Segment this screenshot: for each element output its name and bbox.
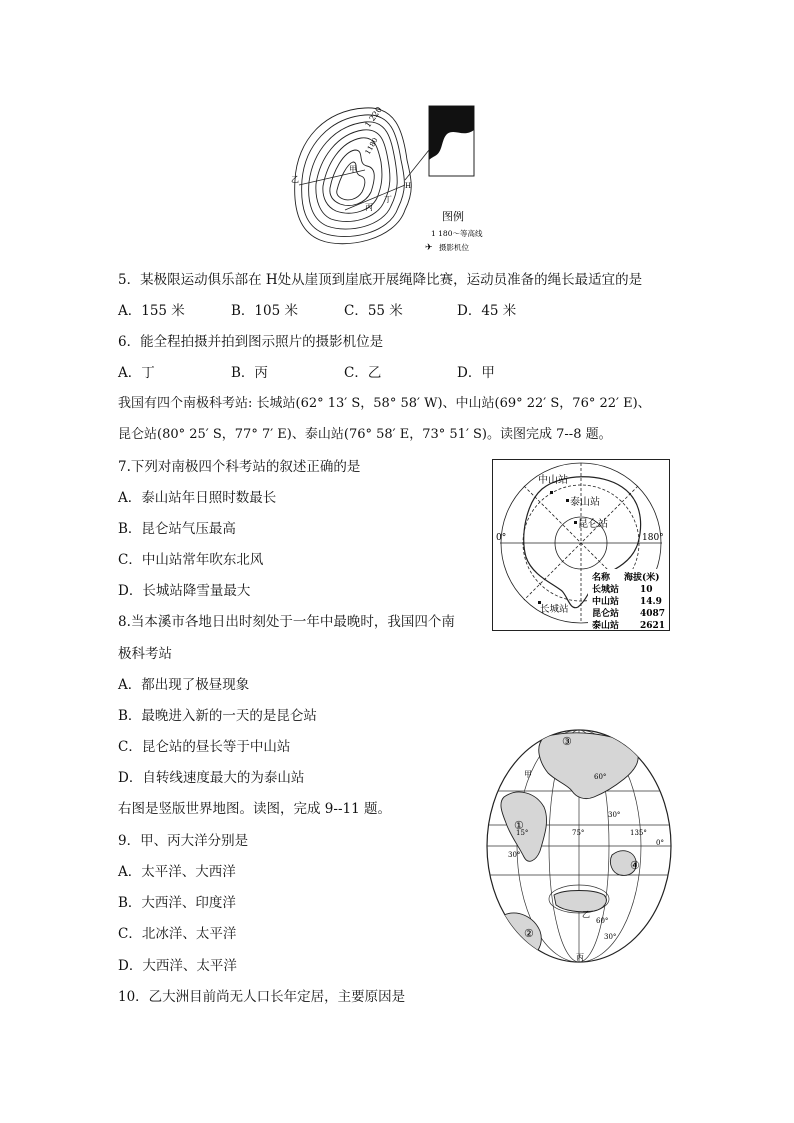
view-line <box>345 185 405 210</box>
position-ding-label: 丁 <box>384 195 392 204</box>
changcheng-label: 长城站 <box>540 604 569 615</box>
kunlun-label: 昆仑站 <box>578 519 608 530</box>
q5-option-b[interactable]: B．105 米 <box>231 303 298 319</box>
circled-1-label: ① <box>514 819 524 832</box>
lat-60-label-b: 60° <box>596 917 609 925</box>
zhongshan-label: 中山站 <box>538 475 568 486</box>
intro-9-11: 右图是竖版世界地图。读图，完成 9--11 题。 <box>118 801 391 817</box>
table-cell: 4087 <box>640 609 666 619</box>
position-bing-label: 丙 <box>365 203 373 212</box>
q9-option-d[interactable]: D．大西洋、太平洋 <box>118 958 237 974</box>
lat-30-label-c: 30° <box>604 933 617 941</box>
lon-135-label: 135° <box>630 829 647 837</box>
circled-2-label: ② <box>524 927 534 940</box>
table-cell: 泰山站 <box>592 621 620 631</box>
q10-stem: 10．乙大洲目前尚无人口长年定居，主要原因是 <box>118 989 406 1005</box>
legend-contour-item: 1 180～等高线 <box>431 229 483 238</box>
lon-0-label: 0° <box>656 839 664 847</box>
lat-60-label-a: 60° <box>594 773 607 781</box>
antarctica-map-figure <box>492 459 670 631</box>
q8-option-d[interactable]: D．自转线速度最大的为泰山站 <box>118 770 305 786</box>
ocean-bing-label: 丙 <box>576 953 584 962</box>
table-cell: 2621 <box>640 621 666 631</box>
contour-map-figure <box>285 100 485 260</box>
q6-option-c[interactable]: C．乙 <box>344 365 382 381</box>
lon-15-label: 15° <box>516 829 529 837</box>
contour-label-1220: 1 220 <box>363 105 384 130</box>
q8-option-a[interactable]: A．都出现了极昼现象 <box>118 677 250 693</box>
antarctica-map-svg <box>492 459 670 631</box>
q5-options <box>118 302 516 320</box>
q5-option-c[interactable]: C．55 米 <box>344 303 403 319</box>
taishan-marker <box>566 499 569 502</box>
q5-option-d[interactable]: D．45 米 <box>457 303 517 319</box>
q6-option-d[interactable]: D．甲 <box>457 365 495 381</box>
world-map-figure <box>484 727 674 965</box>
circled-3-label: ③ <box>562 735 572 748</box>
table-cell: 长城站 <box>592 585 620 595</box>
zhongshan-marker <box>550 491 553 494</box>
q5-option-a[interactable]: A．155 米 <box>118 303 185 319</box>
legend-camera-item: 摄影机位 <box>439 243 469 252</box>
ocean-jia-label: 甲 <box>524 770 532 779</box>
photo-callout-line <box>405 150 429 180</box>
q8-stem-line2: 极科考站 <box>118 646 172 662</box>
q9-option-c[interactable]: C．北冰洋、太平洋 <box>118 926 237 942</box>
q9-option-a[interactable]: A．太平洋、大西洋 <box>118 864 236 880</box>
legend-title: 图例 <box>442 210 464 223</box>
changcheng-marker <box>538 601 541 604</box>
contour-line <box>316 130 390 222</box>
q7-option-d[interactable]: D．长城站降雪量最大 <box>118 583 251 599</box>
table-cell: 10 <box>640 585 653 595</box>
q7-option-c[interactable]: C．中山站常年吹东北风 <box>118 552 264 568</box>
contour-map-svg <box>285 100 485 260</box>
world-map-svg <box>484 727 674 965</box>
camera-icon: ✈ <box>425 243 433 253</box>
continent-antarctica-strip <box>554 891 606 912</box>
lon-75-label: 75° <box>572 829 585 837</box>
q8-option-b[interactable]: B．最晚进入新的一天的是昆仑站 <box>118 708 317 724</box>
position-h-label: H <box>405 182 412 190</box>
q6-option-a[interactable]: A．丁 <box>118 365 155 381</box>
table-cell: 14.9 <box>640 597 662 607</box>
lat-30-label-b: 30° <box>508 851 521 859</box>
contour-line <box>330 150 374 206</box>
q6-option-b[interactable]: B．丙 <box>231 365 268 381</box>
position-jia-label: 甲 <box>349 165 357 174</box>
q5-stem: 5．某极限运动俱乐部在 H处从崖顶到崖底开展绳降比赛，运动员准备的绳长最适宜的是 <box>118 272 643 288</box>
lon-0-label: 0° <box>496 533 507 543</box>
table-cell: 昆仑站 <box>592 609 620 619</box>
intro-7-8-line1: 我国有四个南极科考站: 长城站(62° 13′ S，58° 58′ W)、中山站(69° 22′ S，76° 22′ E)、 <box>118 396 651 411</box>
continent-yi-label: 乙 <box>582 910 590 919</box>
lon-180-label: 180° <box>642 533 664 543</box>
q6-stem: 6．能全程拍摄并拍到图示照片的摄影机位是 <box>118 334 384 350</box>
contour-line <box>295 108 412 244</box>
lat-30-label-a: 30° <box>608 811 621 819</box>
q7-option-a[interactable]: A．泰山站年日照时数最长 <box>118 490 277 506</box>
q9-option-b[interactable]: B．大西洋、印度洋 <box>118 895 236 911</box>
table-header-elevation: 海拔(米) <box>624 573 660 583</box>
table-header-name: 名称 <box>592 573 611 583</box>
q7-stem: 7.下列对南极四个科考站的叙述正确的是 <box>118 459 361 475</box>
contour-label-1180: 1180 <box>363 136 380 156</box>
q6-options <box>118 364 495 382</box>
q7-option-b[interactable]: B．昆仑站气压最高 <box>118 521 236 537</box>
q8-option-c[interactable]: C．昆仑站的昼长等于中山站 <box>118 739 291 755</box>
kunlun-marker <box>574 521 577 524</box>
station-table <box>588 569 669 631</box>
table-cell: 中山站 <box>592 597 620 607</box>
intro-7-8-line2: 昆仑站(80° 25′ S，77° 7′ E)、泰山站(76° 58′ E，73° 51′ S)。读图完成 7--8 题。 <box>118 427 612 442</box>
q8-stem-line1: 8.当本溪市各地日出时刻处于一年中最晚时，我国四个南 <box>118 614 455 630</box>
circled-4-label: ④ <box>630 859 640 872</box>
taishan-label: 泰山站 <box>570 497 600 508</box>
q9-stem: 9．甲、丙大洋分别是 <box>118 833 249 849</box>
position-yi-label: 乙 <box>291 175 299 184</box>
